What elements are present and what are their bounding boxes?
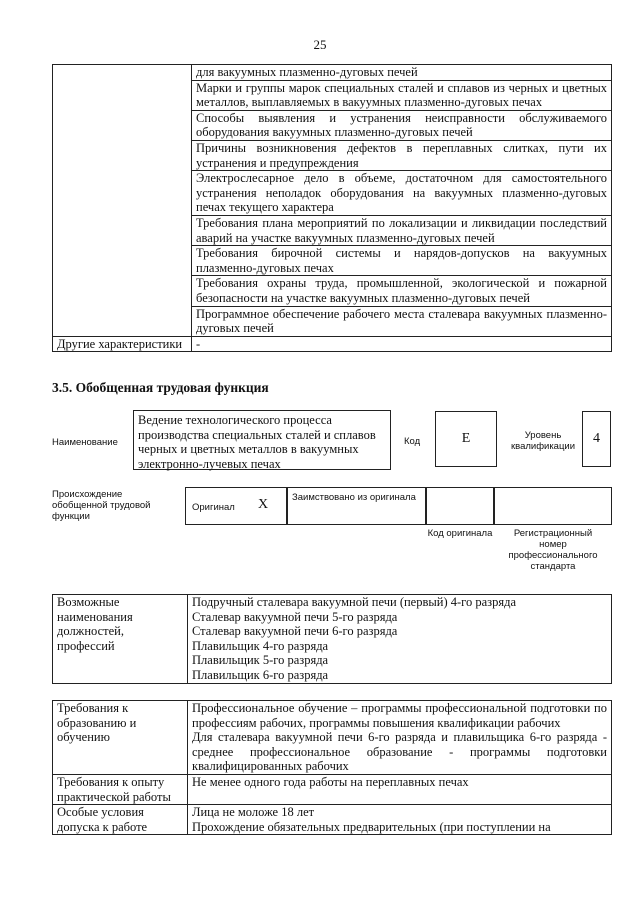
position-item: Плавильщик 4-го разряда bbox=[192, 638, 329, 653]
knowledge-row: для вакуумных плазменно-дуговых печей bbox=[192, 65, 612, 81]
code-label: Код bbox=[404, 436, 421, 447]
special-p2: Прохождение обязательных предварительных (при поступлении на bbox=[192, 819, 551, 834]
positions-table bbox=[52, 594, 612, 684]
position-item: Сталевар вакуумной печи 5-го разряда bbox=[192, 609, 398, 624]
other-characteristics-label: Другие характеристики bbox=[53, 336, 192, 352]
function-name-box bbox=[133, 410, 391, 470]
positions-list bbox=[188, 595, 612, 684]
knowledge-row: Требования охраны труда, промышленной, экологической и пожарной безопасности на участке вакуумных плазменно-дуговых печей bbox=[192, 276, 612, 306]
education-p2: Для сталевара вакуумной печи 6-го разряда и плавильщика 6-го разряда - среднее профессиональное образование - программы подготовки квалифицированных рабочих bbox=[192, 730, 607, 774]
special-conditions-value bbox=[188, 805, 612, 835]
level-box bbox=[582, 411, 611, 467]
position-item: Плавильщик 5-го разряда bbox=[192, 653, 329, 668]
code-value: E bbox=[461, 431, 471, 446]
knowledge-row: Требования бирочной системы и нарядов-допусков на вакуумных плазменно-дуговых печах bbox=[192, 246, 612, 276]
level-label: Уровень квалификации bbox=[510, 430, 576, 452]
other-characteristics-value: - bbox=[192, 336, 612, 352]
code-box bbox=[435, 411, 497, 467]
position-item: Плавильщик 6-го разряда bbox=[192, 667, 329, 682]
position-item: Подручный сталевара вакуумной печи (первый) 4-го разряда bbox=[192, 595, 516, 609]
education-label: Требования к образованию и обучению bbox=[53, 701, 188, 775]
reg-number-label: Регистрационный номер профессионального стандарта bbox=[508, 528, 598, 572]
education-p1: Профессиональное обучение – программы профессиональной подготовки по профессиям рабочих, программы повышения квалификации рабочих bbox=[192, 701, 607, 730]
education-value bbox=[188, 701, 612, 775]
borrowed-label: Заимствовано из оригинала bbox=[292, 492, 416, 503]
knowledge-row: Марки и группы марок специальных сталей и сплавов из черных и цветных металлов, выплавляемых в вакуумных плазменно-дуговых печах bbox=[192, 80, 612, 110]
knowledge-row: Требования плана мероприятий по локализации и ликвидации последствий аварий на участке вакуумных плазменно-дуговых печей bbox=[192, 215, 612, 245]
original-label: Оригинал bbox=[192, 502, 235, 513]
reg-number-box bbox=[494, 487, 612, 525]
code-original-label: Код оригинала bbox=[427, 528, 493, 539]
knowledge-row: Способы выявления и устранения неисправности обслуживаемого оборудования вакуумных плазменно-дуговых печей bbox=[192, 110, 612, 140]
positions-label: Возможные наименования должностей, профессий bbox=[53, 595, 188, 684]
requirements-table bbox=[52, 700, 612, 835]
knowledge-table bbox=[52, 64, 612, 352]
special-p1: Лица не моложе 18 лет bbox=[192, 805, 315, 820]
origin-label: Происхождение обобщенной трудовой функции bbox=[52, 489, 151, 522]
function-name: Ведение технологического процесса производства специальных сталей и сплавов черных и цветных металлов в вакуумных электронно-лучевых печах bbox=[138, 413, 376, 471]
experience-label: Требования к опыту практической работы bbox=[53, 774, 188, 804]
name-label: Наименование bbox=[52, 437, 118, 448]
position-item: Сталевар вакуумной печи 6-го разряда bbox=[192, 624, 398, 639]
section-title: 3.5. Обобщенная трудовая функция bbox=[52, 380, 269, 395]
knowledge-row: Причины возникновения дефектов в переплавных слитках, пути их устранения и предупреждения bbox=[192, 140, 612, 170]
knowledge-label-cell bbox=[53, 65, 192, 337]
experience-value: Не менее одного года работы на переплавных печах bbox=[188, 774, 612, 804]
level-value: 4 bbox=[593, 431, 600, 446]
original-box bbox=[185, 487, 287, 525]
code-original-box bbox=[426, 487, 494, 525]
knowledge-row: Программное обеспечение рабочего места сталевара вакуумных плазменно-дуговых печей bbox=[192, 306, 612, 336]
page-number: 25 bbox=[313, 37, 327, 52]
original-mark: X bbox=[258, 497, 269, 512]
special-conditions-label: Особые условия допуска к работе bbox=[53, 805, 188, 835]
borrowed-box bbox=[287, 487, 426, 525]
knowledge-row: Электрослесарное дело в объеме, достаточном для самостоятельного устранения неполадок оборудования на вакуумных плазменно-дуговых печах текущего характера bbox=[192, 171, 612, 216]
